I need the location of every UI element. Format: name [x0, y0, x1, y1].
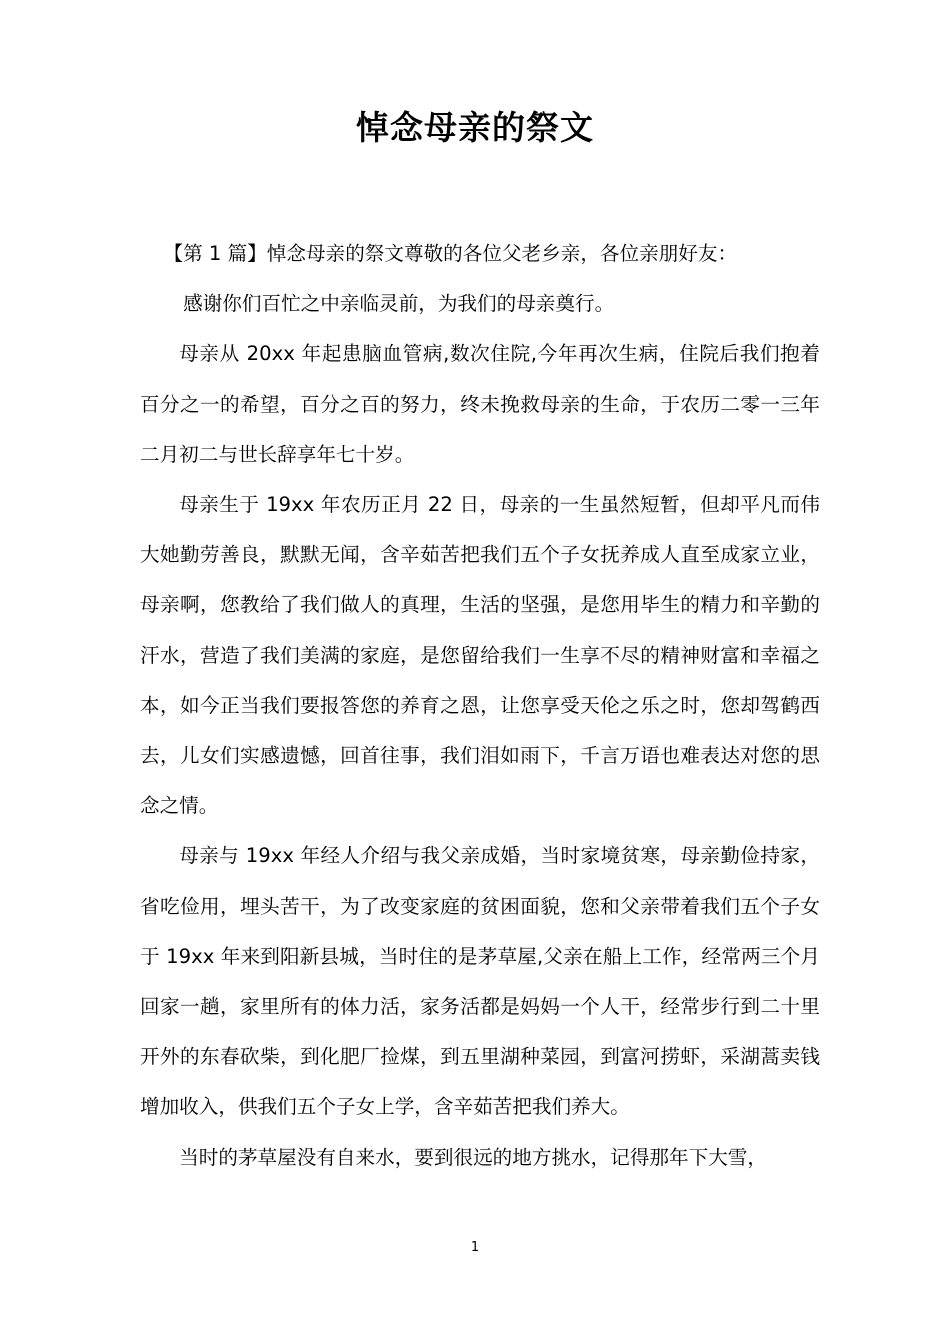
paragraph-marriage: 母亲与 19xx 年经人介绍与我父亲成婚，当时家境贫寒，母亲勤俭持家，省吃俭用，埋头苦干，为了改变家庭的贫困面貌，您和父亲带着我们五个子女于 19xx 年来到阳新县城，当时住的是茅草屋,父亲在船上工作，经常两三个月回家一趟，家里所有的体力活，家务活都是妈妈一个人干，经常步行到二十里开外的东春砍柴，到化肥厂捡煤，到五里湖种菜园，到富河捞虾，采湖蒿卖钱增加收入，供我们五个子女上学，含辛茹苦把我们养大。: [140, 844, 820, 1119]
document-body: [140, 229, 820, 1183]
paragraph-illness: 母亲从 20xx 年起患脑血管病,数次住院,今年再次生病，住院后我们抱着百分之一的希望，百分之百的努力，终未挽救母亲的生命，于农历二零一三年二月初二与世长辞享年七十岁。: [140, 342, 820, 466]
page-number: 1: [470, 1240, 480, 1255]
paragraph-intro: 【第 1 篇】悼念母亲的祭文尊敬的各位父老乡亲，各位亲朋好友：: [163, 242, 738, 265]
paragraph-thatched-house: 当时的茅草屋没有自来水，要到很远的地方挑水，记得那年下大雪，: [179, 1145, 767, 1169]
document-title: 悼念母亲的祭文: [356, 108, 594, 147]
paragraph-thanks: 感谢你们百忙之中亲临灵前，为我们的母亲奠行。: [183, 292, 615, 316]
paragraph-life: 母亲生于 19xx 年农历正月 22 日，母亲的一生虽然短暂，但却平凡而伟大她勤劳善良，默默无闻，含辛茹苦把我们五个子女抚养成人直至成家立业，母亲啊，您教给了我们做人的真理，生活的坚强，是您用毕生的精力和辛勤的汗水，营造了我们美满的家庭，是您留给我们一生享不尽的精神财富和幸福之本，如今正当我们要报答您的养育之恩，让您享受天伦之乐之时，您却驾鹤西去，儿女们实感遗憾，回首往事，我们泪如雨下，千言万语也难表达对您的思念之情。: [140, 493, 820, 818]
